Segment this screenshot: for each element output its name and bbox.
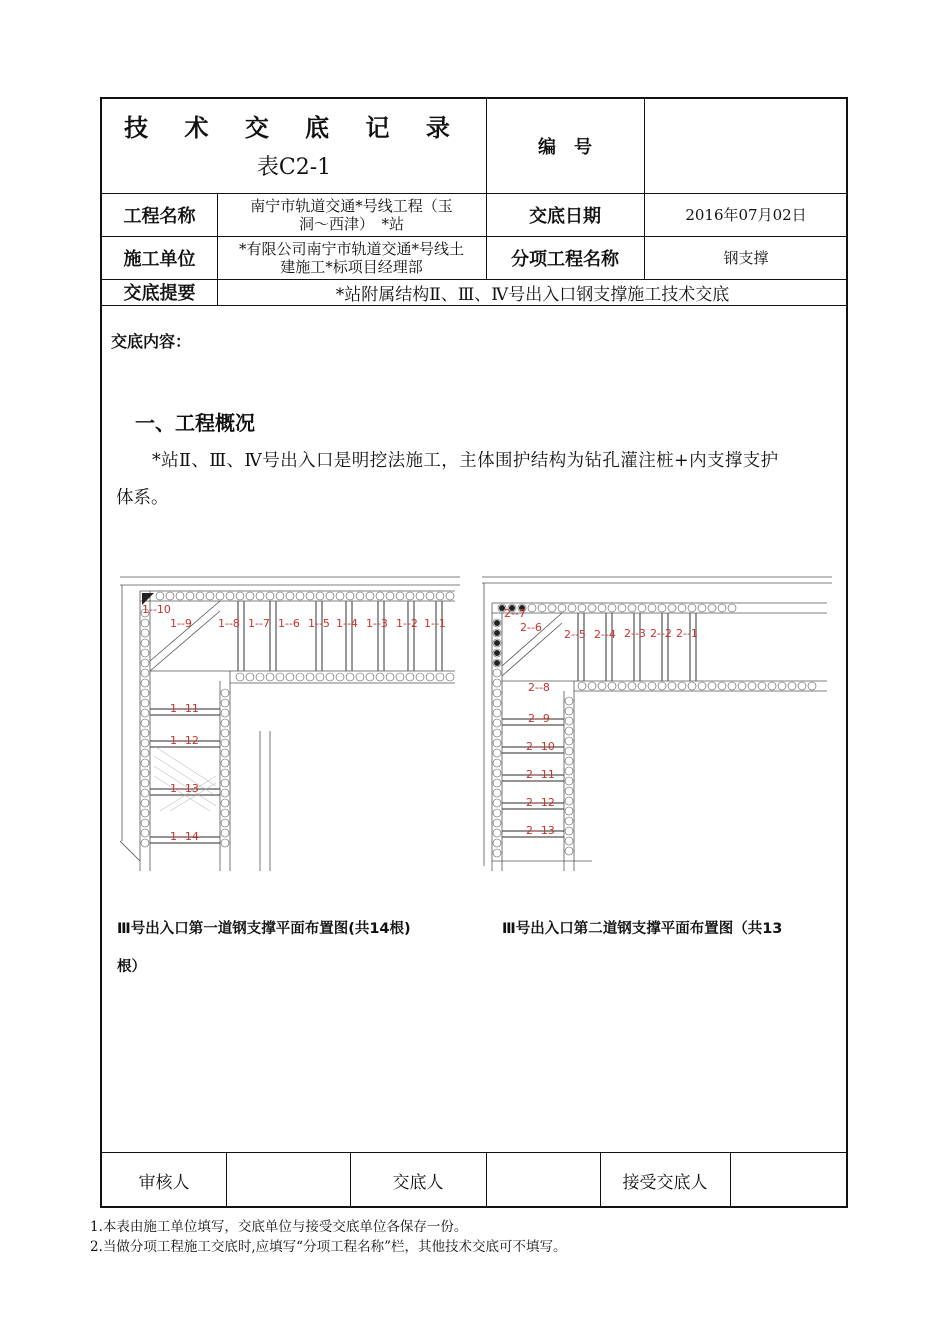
sub-project-value[interactable]: 钢支撑 (723, 248, 769, 267)
brace-label: 2--12 (526, 796, 555, 809)
brace-label: 2--10 (526, 740, 555, 753)
sub-project-label: 分项工程名称 (511, 248, 619, 270)
brace-label: 1--6 (278, 617, 300, 630)
brace-label: 2--13 (526, 824, 555, 837)
brace-label: 2--7 (504, 607, 526, 620)
brace-label: 1--9 (170, 617, 192, 630)
brace-label: 1--1 (424, 617, 446, 630)
overview-paragraph-line: 体系。 (116, 488, 169, 508)
brace-label: 1--12 (170, 734, 199, 747)
brace-label: 1--7 (248, 617, 270, 630)
section-title: 一、工程概况 (135, 411, 255, 435)
reviewer-field[interactable] (226, 1152, 350, 1208)
brace-plan-drawing-level-2 (482, 571, 832, 871)
date-label: 交底日期 (529, 205, 601, 227)
brace-label: 2--6 (520, 621, 542, 634)
receiver-field[interactable] (730, 1152, 848, 1208)
project-name-label: 工程名称 (123, 205, 196, 227)
brace-label: 1--3 (366, 617, 388, 630)
construction-unit-label: 施工单位 (123, 248, 196, 270)
brace-label: 1--8 (218, 617, 240, 630)
project-name-line: 洞～西津） *站 (298, 214, 404, 233)
brace-label: 2--3 (624, 627, 646, 640)
construction-unit-line: 建施工*标项目经理部 (280, 257, 423, 276)
brace-label: 1--13 (170, 782, 199, 795)
presenter-field[interactable] (486, 1152, 600, 1208)
form-title (102, 99, 486, 151)
brace-plan-drawing-level-1 (120, 571, 460, 871)
brace-label: 1--4 (336, 617, 358, 630)
brace-label: 2--9 (528, 712, 550, 725)
brace-label: 2--4 (594, 628, 616, 641)
overview-paragraph-line: *站Ⅱ、Ⅲ、Ⅳ号出入口是明挖法施工，主体围护结构为钻孔灌注桩+内支撑支护 (152, 451, 779, 471)
construction-unit-line: *有限公司南宁市轨道交通*号线土 (238, 239, 464, 258)
brace-label: 1--5 (308, 617, 330, 630)
form-code (102, 145, 486, 185)
summary-label: 交底提要 (123, 283, 196, 304)
presenter-label: 交底人 (392, 1172, 444, 1193)
technical-disclosure-form (100, 97, 848, 1208)
project-name-value[interactable] (217, 193, 486, 236)
reviewer-label: 审核人 (138, 1172, 190, 1193)
brace-label: 1--2 (396, 617, 418, 630)
brace-label: 2--8 (528, 681, 550, 694)
number-value[interactable] (644, 99, 848, 193)
drawing-caption-right: Ⅲ号出入口第二道钢支撑平面布置图（共13 (502, 921, 783, 937)
form-title-text: 技 术 交 底 记 录 (124, 112, 464, 142)
brace-label: 1--11 (170, 702, 199, 715)
drawing-caption-left: Ⅲ号出入口第一道钢支撑平面布置图(共14根) (117, 921, 411, 937)
footnote-1: 1.本表由施工单位填写，交底单位与接受交底单位各保存一份。 (90, 1219, 468, 1235)
summary-value[interactable]: *站附属结构Ⅱ、Ⅲ、Ⅳ号出入口钢支撑施工技术交底 (335, 284, 730, 305)
brace-label: 2--11 (526, 768, 555, 781)
brace-label: 2--1 (676, 627, 698, 640)
brace-label: 1--10 (142, 603, 171, 616)
number-label: 编 号 (538, 137, 592, 158)
brace-label: 2--2 (650, 627, 672, 640)
row-divider (102, 305, 848, 306)
construction-unit-value[interactable] (217, 236, 486, 279)
receiver-label: 接受交底人 (622, 1172, 708, 1193)
form-code-text: 表C2-1 (256, 154, 332, 180)
footnote-2: 2.当做分项工程施工交底时,应填写“分项工程名称”栏，其他技术交底可不填写。 (90, 1239, 567, 1255)
date-value[interactable]: 2016年07月02日 (685, 205, 807, 224)
drawing-caption-right-cont: 根） (117, 959, 146, 975)
brace-label: 2--5 (564, 628, 586, 641)
brace-label: 1--14 (170, 830, 199, 843)
project-name-line: 南宁市轨道交通*号线工程（玉 (250, 196, 453, 215)
content-heading: 交底内容： (111, 332, 192, 351)
